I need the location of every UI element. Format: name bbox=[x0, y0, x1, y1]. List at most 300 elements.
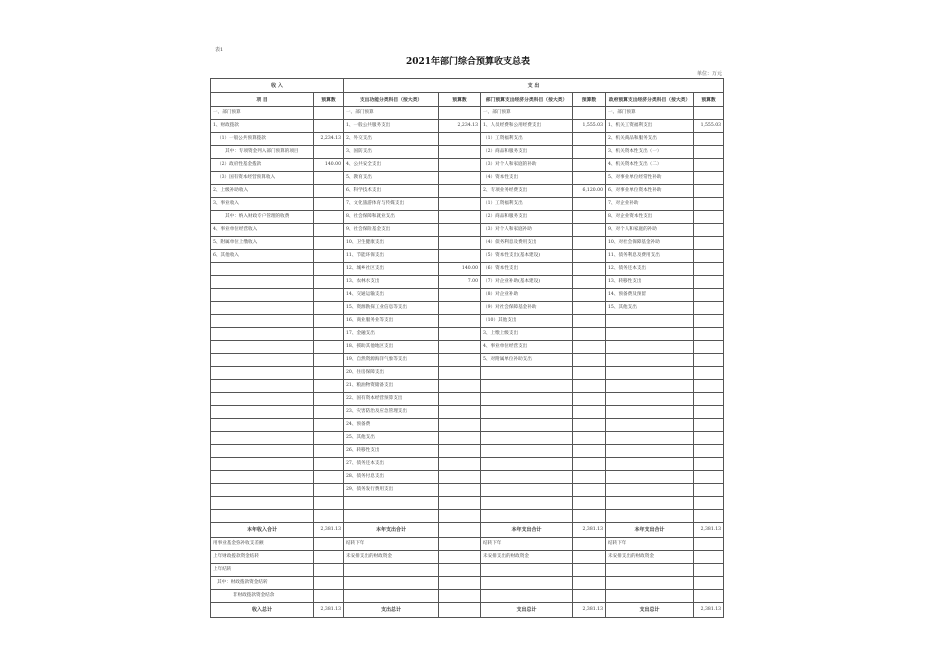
func-item-cell: 12、城乡社区支出 bbox=[344, 263, 439, 276]
func-budget-cell bbox=[439, 146, 481, 159]
econ-dept-budget-cell: 2,381.13 bbox=[573, 523, 606, 538]
func-budget-cell: 2,234.13 bbox=[439, 120, 481, 133]
func-item-cell: 22、国有资本经营预算支出 bbox=[344, 393, 439, 406]
func-item-cell bbox=[344, 564, 439, 577]
econ-gov-item-cell bbox=[606, 497, 694, 510]
func-budget-cell: 140.00 bbox=[439, 263, 481, 276]
econ-gov-item-cell bbox=[606, 432, 694, 445]
income-item-cell: 上年财政拨款资金结转 bbox=[211, 551, 314, 564]
func-item-cell: 结转下年 bbox=[344, 538, 439, 551]
func-budget-cell bbox=[439, 419, 481, 432]
income-item-cell bbox=[211, 458, 314, 471]
econ-dept-item-cell: 一、部门预算 bbox=[481, 107, 573, 120]
func-budget-cell bbox=[439, 211, 481, 224]
income-budget-cell bbox=[314, 564, 344, 577]
econ-gov-item-cell: 5、对事业单位经常性补助 bbox=[606, 172, 694, 185]
econ-gov-budget-cell bbox=[694, 237, 724, 250]
econ-gov-budget-cell bbox=[694, 185, 724, 198]
econ-gov-item-cell: 4、机关资本性支出（二） bbox=[606, 159, 694, 172]
econ-dept-item-cell bbox=[481, 432, 573, 445]
econ-dept-budget-cell bbox=[573, 211, 606, 224]
income-budget-cell bbox=[314, 510, 344, 523]
func-item-cell: 17、金融支出 bbox=[344, 328, 439, 341]
econ-dept-item-cell: 本年支出合计 bbox=[481, 523, 573, 538]
econ-dept-budget-cell bbox=[573, 458, 606, 471]
econ-dept-budget-cell bbox=[573, 590, 606, 603]
econ-gov-budget-cell: 2,381.13 bbox=[694, 603, 724, 618]
econ-gov-budget-cell bbox=[694, 380, 724, 393]
income-item-cell bbox=[211, 276, 314, 289]
econ-gov-budget-cell bbox=[694, 471, 724, 484]
func-item-cell: 4、公共安全支出 bbox=[344, 159, 439, 172]
econ-dept-budget-cell bbox=[573, 289, 606, 302]
econ-gov-item-cell bbox=[606, 341, 694, 354]
func-budget-cell bbox=[439, 484, 481, 497]
func-item-cell: 未安排支出的财政资金 bbox=[344, 551, 439, 564]
func-budget-cell bbox=[439, 458, 481, 471]
func-budget-cell bbox=[439, 133, 481, 146]
func-item-cell: 一、部门预算 bbox=[344, 107, 439, 120]
econ-gov-item-cell: 12、债务还本支出 bbox=[606, 263, 694, 276]
func-budget-cell bbox=[439, 551, 481, 564]
income-budget-cell bbox=[314, 354, 344, 367]
econ-dept-budget-cell bbox=[573, 302, 606, 315]
budget-header: 预算数 bbox=[694, 93, 724, 107]
econ-gov-budget-cell bbox=[694, 432, 724, 445]
econ-dept-budget-cell bbox=[573, 551, 606, 564]
income-budget-cell bbox=[314, 263, 344, 276]
table-row bbox=[211, 367, 724, 380]
income-budget-cell bbox=[314, 328, 344, 341]
func-item-cell: 7、文化旅游体育与传媒支出 bbox=[344, 198, 439, 211]
income-item-cell bbox=[211, 432, 314, 445]
func-item-cell: 19、自然资源海洋气象等支出 bbox=[344, 354, 439, 367]
econ-gov-budget-cell bbox=[694, 419, 724, 432]
econ-dept-budget-cell bbox=[573, 445, 606, 458]
econ-gov-budget-cell bbox=[694, 484, 724, 497]
econ-gov-item-cell bbox=[606, 577, 694, 590]
econ-gov-item-cell bbox=[606, 419, 694, 432]
income-budget-cell: 140.00 bbox=[314, 159, 344, 172]
table-row bbox=[211, 354, 724, 367]
func-item-cell: 9、社会保险基金支出 bbox=[344, 224, 439, 237]
income-item-cell bbox=[211, 393, 314, 406]
income-item-cell: 其中：纳入财政专户管理的收费 bbox=[211, 211, 314, 224]
econ-gov-budget-cell bbox=[694, 250, 724, 263]
income-budget-cell bbox=[314, 237, 344, 250]
econ-gov-budget-cell bbox=[694, 133, 724, 146]
econ-dept-item-cell bbox=[481, 445, 573, 458]
econ-dept-item-cell: （1）工资福利支出 bbox=[481, 198, 573, 211]
econ-dept-budget-cell: 1,555.03 bbox=[573, 120, 606, 133]
table-row bbox=[211, 497, 724, 510]
func-budget-cell bbox=[439, 445, 481, 458]
econ-dept-item-cell: （7）对企业补助(基本建设) bbox=[481, 276, 573, 289]
econ-gov-budget-cell bbox=[694, 302, 724, 315]
func-budget-cell bbox=[439, 224, 481, 237]
func-col-header: 支出功能分类科目（按大类） bbox=[344, 93, 439, 107]
income-budget-cell bbox=[314, 211, 344, 224]
econ-dept-item-cell: （10）其他支出 bbox=[481, 315, 573, 328]
func-item-cell: 18、援助其他地区支出 bbox=[344, 341, 439, 354]
econ-gov-item-cell bbox=[606, 354, 694, 367]
econ-gov-item-cell: 14、预备费及预留 bbox=[606, 289, 694, 302]
func-item-cell: 14、交通运输支出 bbox=[344, 289, 439, 302]
income-budget-cell bbox=[314, 185, 344, 198]
income-budget-cell bbox=[314, 445, 344, 458]
income-budget-cell: 2,381.13 bbox=[314, 523, 344, 538]
func-budget-cell bbox=[439, 172, 481, 185]
header-row-2 bbox=[211, 93, 724, 107]
table-row bbox=[211, 458, 724, 471]
econ-gov-item-cell: 15、其他支出 bbox=[606, 302, 694, 315]
econ-dept-item-cell bbox=[481, 577, 573, 590]
func-item-cell: 21、粮油物资储备支出 bbox=[344, 380, 439, 393]
econ-dept-item-cell: （4）债务利息及费用支出 bbox=[481, 237, 573, 250]
table-row bbox=[211, 263, 724, 276]
econ-dept-item-cell: （4）资本性支出 bbox=[481, 172, 573, 185]
func-budget-cell: 7.00 bbox=[439, 276, 481, 289]
econ-gov-item-cell: 11、债务利息及费用支出 bbox=[606, 250, 694, 263]
table-row bbox=[211, 419, 724, 432]
econ-dept-budget-cell bbox=[573, 406, 606, 419]
econ-gov-item-cell: 3、机关资本性支出（一） bbox=[606, 146, 694, 159]
econ-gov-item-cell bbox=[606, 367, 694, 380]
econ-dept-budget-cell bbox=[573, 263, 606, 276]
page-title: 2021年部门综合预算收支总表 bbox=[405, 57, 531, 67]
income-budget-cell bbox=[314, 497, 344, 510]
table-row bbox=[211, 224, 724, 237]
income-item-cell: 4、事业单位经营收入 bbox=[211, 224, 314, 237]
econ-dept-budget-cell bbox=[573, 250, 606, 263]
econ-dept-budget-cell bbox=[573, 198, 606, 211]
table-row bbox=[211, 211, 724, 224]
econ-dept-budget-cell bbox=[573, 315, 606, 328]
econ-gov-item-cell: 结转下年 bbox=[606, 538, 694, 551]
func-budget-cell bbox=[439, 564, 481, 577]
func-budget-cell bbox=[439, 590, 481, 603]
income-item-cell bbox=[211, 315, 314, 328]
econ-dept-item-cell bbox=[481, 393, 573, 406]
econ-dept-budget-cell bbox=[573, 367, 606, 380]
econ-gov-item-cell: 一、部门预算 bbox=[606, 107, 694, 120]
econ-dept-item-cell: 1、人员经费和公用经费支出 bbox=[481, 120, 573, 133]
income-header: 收 入 bbox=[211, 79, 344, 93]
income-item-cell: 本年收入合计 bbox=[211, 523, 314, 538]
income-budget-cell bbox=[314, 224, 344, 237]
table-row bbox=[211, 328, 724, 341]
econ-dept-item-cell bbox=[481, 380, 573, 393]
econ-gov-item-cell bbox=[606, 484, 694, 497]
income-budget-cell bbox=[314, 458, 344, 471]
income-item-cell bbox=[211, 380, 314, 393]
income-budget-cell: 2,381.13 bbox=[314, 603, 344, 618]
econ-dept-budget-cell bbox=[573, 432, 606, 445]
econ-dept-budget-cell bbox=[573, 276, 606, 289]
budget-header: 预算数 bbox=[314, 93, 344, 107]
func-item-cell bbox=[344, 590, 439, 603]
func-budget-cell bbox=[439, 302, 481, 315]
econ-dept-budget-cell bbox=[573, 419, 606, 432]
func-item-cell: 6、科学技术支出 bbox=[344, 185, 439, 198]
func-budget-cell bbox=[439, 380, 481, 393]
func-budget-cell bbox=[439, 159, 481, 172]
econ-dept-budget-cell bbox=[573, 564, 606, 577]
income-item-cell bbox=[211, 289, 314, 302]
table-row bbox=[211, 289, 724, 302]
func-budget-cell bbox=[439, 510, 481, 523]
func-item-cell: 3、国防支出 bbox=[344, 146, 439, 159]
econ-dept-item-cell: （9）对社会保障基金补助 bbox=[481, 302, 573, 315]
econ-dept-item-cell: （8）对企业补助 bbox=[481, 289, 573, 302]
income-budget-cell bbox=[314, 551, 344, 564]
func-budget-cell bbox=[439, 393, 481, 406]
item-header: 项 目 bbox=[211, 93, 314, 107]
econ-dept-item-cell: （1）工资福利支出 bbox=[481, 133, 573, 146]
econ-dept-budget-cell bbox=[573, 107, 606, 120]
econ-gov-budget-cell bbox=[694, 354, 724, 367]
econ-dept-budget-cell bbox=[573, 484, 606, 497]
econ-dept-budget-cell bbox=[573, 328, 606, 341]
income-item-cell: 用事业基金弥补收支差额 bbox=[211, 538, 314, 551]
func-item-cell: 24、预备费 bbox=[344, 419, 439, 432]
econ-gov-budget-cell bbox=[694, 590, 724, 603]
econ-gov-item-cell: 未安排支出的财政资金 bbox=[606, 551, 694, 564]
func-budget-cell bbox=[439, 497, 481, 510]
table-row bbox=[211, 471, 724, 484]
table-row bbox=[211, 445, 724, 458]
income-budget-cell bbox=[314, 484, 344, 497]
func-item-cell bbox=[344, 497, 439, 510]
func-budget-cell bbox=[439, 538, 481, 551]
table-row bbox=[211, 302, 724, 315]
income-item-cell: （1）一般公共预算拨款 bbox=[211, 133, 314, 146]
income-budget-cell bbox=[314, 590, 344, 603]
econ-dept-item-cell: （2）商品和服务支出 bbox=[481, 146, 573, 159]
econ-gov-budget-cell bbox=[694, 276, 724, 289]
footer-row bbox=[211, 551, 724, 564]
func-budget-cell bbox=[439, 237, 481, 250]
econ-dept-item-cell: 结转下年 bbox=[481, 538, 573, 551]
table-row bbox=[211, 120, 724, 133]
income-item-cell bbox=[211, 302, 314, 315]
econ-dept-item-cell: 未安排支出的财政资金 bbox=[481, 551, 573, 564]
econ-dept-item-cell: （3）对个人和家庭的补助 bbox=[481, 159, 573, 172]
income-budget-cell bbox=[314, 107, 344, 120]
econ-gov-item-cell: 13、转移性支出 bbox=[606, 276, 694, 289]
income-item-cell: （2）政府性基金拨款 bbox=[211, 159, 314, 172]
econ-gov-budget-cell bbox=[694, 107, 724, 120]
econ-gov-col-header: 政府预算支出经济分类科目（按大类） bbox=[606, 93, 694, 107]
income-item-cell bbox=[211, 484, 314, 497]
func-item-cell: 23、灾害防治及应急管理支出 bbox=[344, 406, 439, 419]
income-item-cell bbox=[211, 263, 314, 276]
func-item-cell: 25、其他支出 bbox=[344, 432, 439, 445]
econ-dept-item-cell bbox=[481, 419, 573, 432]
econ-dept-item-cell: 4、事业单位经营支出 bbox=[481, 341, 573, 354]
econ-gov-budget-cell bbox=[694, 159, 724, 172]
func-budget-cell bbox=[439, 523, 481, 538]
table-row bbox=[211, 315, 724, 328]
func-budget-cell bbox=[439, 432, 481, 445]
econ-gov-item-cell: 10、对社会保障基金补助 bbox=[606, 237, 694, 250]
func-item-cell: 13、农林水支出 bbox=[344, 276, 439, 289]
econ-dept-budget-cell bbox=[573, 497, 606, 510]
func-item-cell: 1、一般公共服务支出 bbox=[344, 120, 439, 133]
table-row bbox=[211, 393, 724, 406]
econ-gov-item-cell: 8、对企业资本性支出 bbox=[606, 211, 694, 224]
econ-gov-budget-cell bbox=[694, 406, 724, 419]
econ-gov-item-cell: 2、机关商品和服务支出 bbox=[606, 133, 694, 146]
income-budget-cell bbox=[314, 289, 344, 302]
income-budget-cell bbox=[314, 172, 344, 185]
sheet-label: 表1 bbox=[215, 47, 224, 53]
econ-dept-item-cell: （2）商品和服务支出 bbox=[481, 211, 573, 224]
income-item-cell: 上年结转 bbox=[211, 564, 314, 577]
econ-dept-budget-cell bbox=[573, 133, 606, 146]
econ-gov-item-cell bbox=[606, 590, 694, 603]
econ-dept-item-cell bbox=[481, 458, 573, 471]
econ-dept-budget-cell bbox=[573, 393, 606, 406]
func-item-cell: 8、社会保障和就业支出 bbox=[344, 211, 439, 224]
econ-gov-item-cell bbox=[606, 445, 694, 458]
func-item-cell: 15、资源勘探工业信息等支出 bbox=[344, 302, 439, 315]
budget-table bbox=[210, 78, 724, 618]
econ-dept-budget-cell bbox=[573, 538, 606, 551]
income-budget-cell bbox=[314, 302, 344, 315]
econ-dept-budget-cell bbox=[573, 354, 606, 367]
func-item-cell: 支出总计 bbox=[344, 603, 439, 618]
econ-gov-budget-cell: 1,555.03 bbox=[694, 120, 724, 133]
func-item-cell bbox=[344, 510, 439, 523]
income-item-cell: 1、财政拨款 bbox=[211, 120, 314, 133]
econ-dept-budget-cell bbox=[573, 341, 606, 354]
econ-dept-item-cell bbox=[481, 367, 573, 380]
income-budget-cell bbox=[314, 250, 344, 263]
func-budget-cell bbox=[439, 185, 481, 198]
econ-gov-item-cell bbox=[606, 458, 694, 471]
func-budget-cell bbox=[439, 577, 481, 590]
footer-row bbox=[211, 538, 724, 551]
income-item-cell: 3、事业收入 bbox=[211, 198, 314, 211]
year-total-row bbox=[211, 523, 724, 538]
econ-gov-item-cell bbox=[606, 510, 694, 523]
econ-gov-budget-cell bbox=[694, 497, 724, 510]
econ-dept-item-cell bbox=[481, 510, 573, 523]
table-row bbox=[211, 237, 724, 250]
income-item-cell: 一、部门预算 bbox=[211, 107, 314, 120]
econ-gov-budget-cell bbox=[694, 146, 724, 159]
econ-dept-item-cell: 支出总计 bbox=[481, 603, 573, 618]
econ-dept-item-cell: （6）资本性支出 bbox=[481, 263, 573, 276]
budget-header: 预算数 bbox=[573, 93, 606, 107]
econ-gov-item-cell: 支出总计 bbox=[606, 603, 694, 618]
income-budget-cell bbox=[314, 577, 344, 590]
income-item-cell bbox=[211, 367, 314, 380]
econ-dept-item-cell bbox=[481, 497, 573, 510]
func-budget-cell bbox=[439, 250, 481, 263]
table-row bbox=[211, 146, 724, 159]
econ-gov-budget-cell bbox=[694, 224, 724, 237]
income-item-cell: 收入总计 bbox=[211, 603, 314, 618]
unit-label: 单位：万元 bbox=[696, 71, 722, 77]
income-item-cell bbox=[211, 341, 314, 354]
econ-gov-budget-cell bbox=[694, 341, 724, 354]
income-budget-cell bbox=[314, 471, 344, 484]
econ-dept-budget-cell bbox=[573, 471, 606, 484]
econ-gov-budget-cell bbox=[694, 564, 724, 577]
econ-gov-item-cell bbox=[606, 564, 694, 577]
econ-dept-item-cell bbox=[481, 484, 573, 497]
table-row bbox=[211, 198, 724, 211]
econ-gov-item-cell: 本年支出合计 bbox=[606, 523, 694, 538]
econ-gov-budget-cell bbox=[694, 263, 724, 276]
footer-row bbox=[211, 577, 724, 590]
econ-gov-item-cell: 9、对个人和家庭的补助 bbox=[606, 224, 694, 237]
econ-dept-budget-cell bbox=[573, 159, 606, 172]
table-row bbox=[211, 107, 724, 120]
econ-gov-budget-cell bbox=[694, 328, 724, 341]
income-budget-cell bbox=[314, 406, 344, 419]
econ-gov-item-cell: 6、对事业单位资本性补助 bbox=[606, 185, 694, 198]
table-row bbox=[211, 133, 724, 146]
income-budget-cell bbox=[314, 538, 344, 551]
income-budget-cell bbox=[314, 276, 344, 289]
econ-gov-budget-cell bbox=[694, 551, 724, 564]
table-row bbox=[211, 172, 724, 185]
econ-gov-budget-cell bbox=[694, 538, 724, 551]
econ-dept-budget-cell bbox=[573, 224, 606, 237]
income-budget-cell bbox=[314, 120, 344, 133]
table-row bbox=[211, 341, 724, 354]
func-budget-cell bbox=[439, 354, 481, 367]
income-item-cell bbox=[211, 497, 314, 510]
income-item-cell: 2、上级补助收入 bbox=[211, 185, 314, 198]
income-item-cell: 其中：财政拨款资金结转 bbox=[211, 577, 314, 590]
econ-gov-item-cell bbox=[606, 328, 694, 341]
econ-gov-item-cell bbox=[606, 315, 694, 328]
econ-dept-item-cell bbox=[481, 590, 573, 603]
income-item-cell bbox=[211, 419, 314, 432]
table-row bbox=[211, 276, 724, 289]
table-row bbox=[211, 406, 724, 419]
table-row bbox=[211, 432, 724, 445]
func-budget-cell bbox=[439, 107, 481, 120]
table-row bbox=[211, 159, 724, 172]
table-row bbox=[211, 185, 724, 198]
func-item-cell: 20、住房保障支出 bbox=[344, 367, 439, 380]
grand-total-row bbox=[211, 603, 724, 618]
func-budget-cell bbox=[439, 367, 481, 380]
income-budget-cell bbox=[314, 380, 344, 393]
econ-gov-budget-cell bbox=[694, 211, 724, 224]
func-budget-cell bbox=[439, 289, 481, 302]
income-item-cell: 非财政拨款资金结余 bbox=[211, 590, 314, 603]
econ-dept-item-cell: （3）对个人和家庭补助 bbox=[481, 224, 573, 237]
footer-row bbox=[211, 564, 724, 577]
econ-gov-budget-cell bbox=[694, 445, 724, 458]
econ-gov-budget-cell bbox=[694, 393, 724, 406]
func-budget-cell bbox=[439, 603, 481, 618]
econ-gov-budget-cell bbox=[694, 367, 724, 380]
econ-dept-item-cell: （5）资本性支出(基本建设) bbox=[481, 250, 573, 263]
econ-gov-budget-cell bbox=[694, 315, 724, 328]
econ-gov-budget-cell bbox=[694, 289, 724, 302]
econ-dept-col-header: 部门预算支出经济分类科目（按大类） bbox=[481, 93, 573, 107]
func-budget-cell bbox=[439, 471, 481, 484]
table-row bbox=[211, 380, 724, 393]
income-budget-cell bbox=[314, 432, 344, 445]
